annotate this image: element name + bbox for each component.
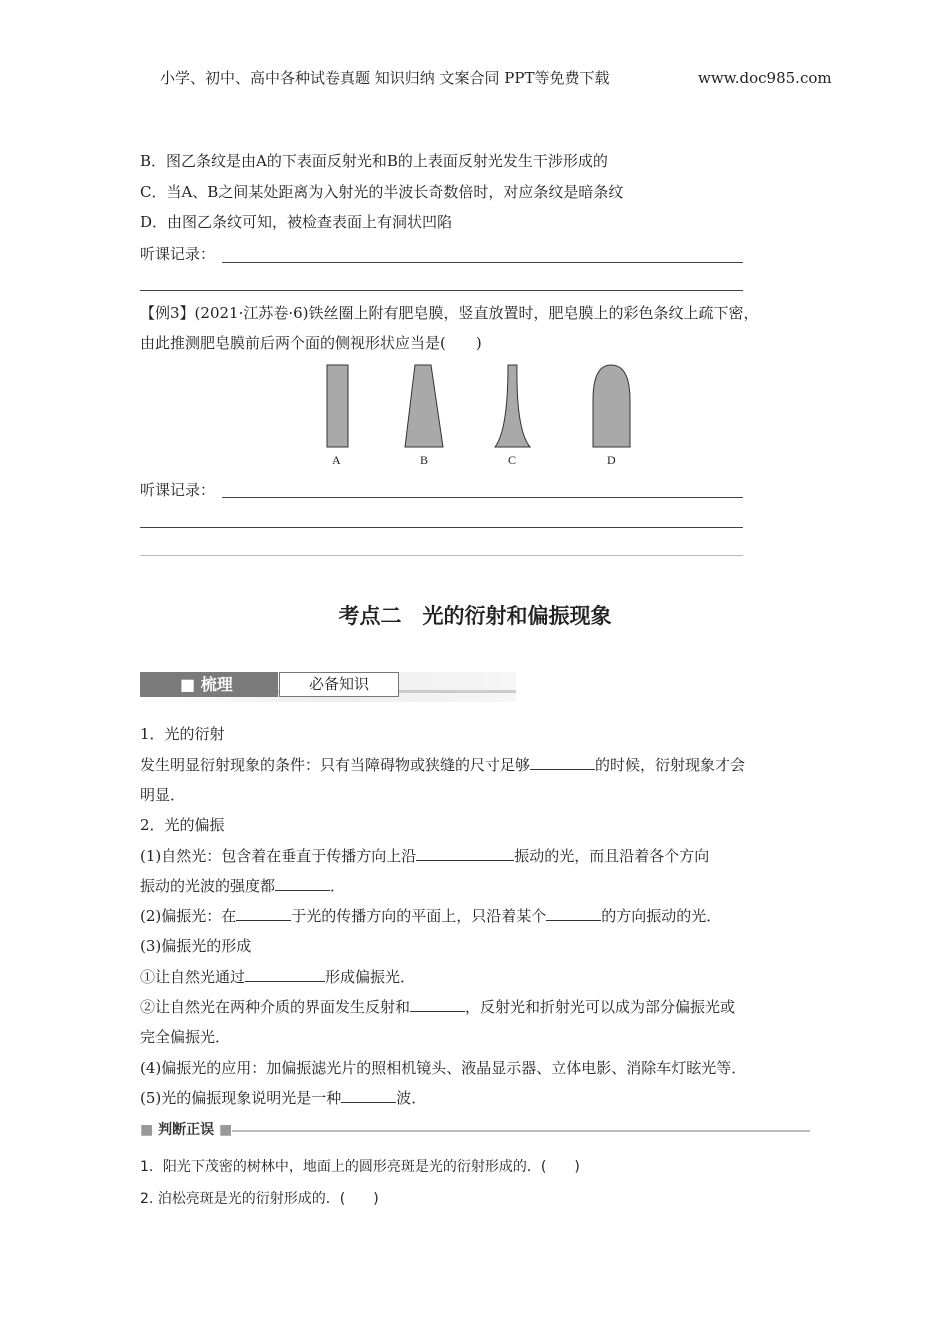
figure-label-c: C: [508, 453, 517, 467]
shape-b: [405, 365, 443, 447]
judge-item: 2. 泊松亮斑是光的衍射形成的．( ): [140, 1191, 379, 1207]
para-5: ①让自然光通过 形成偏振光．: [140, 968, 416, 986]
heading-polarization: 2．光的偏振: [140, 816, 225, 834]
shape-c: [495, 365, 530, 447]
judge-header: ■ 判断正误 ■: [140, 1122, 233, 1138]
para-2: (1)自然光：包含着在垂直于传播方向上沿 振动的光，而且沿着各个方向: [140, 847, 710, 865]
figure-label-b: B: [420, 453, 429, 467]
banner-right: 必备知识: [279, 672, 399, 697]
notes-line: [140, 555, 743, 556]
banner: [140, 672, 516, 702]
para-2-cont: 振动的光波的强度都 ．: [140, 877, 346, 895]
shape-d: [593, 365, 630, 447]
option-c: C．当A、B之间某处距离为入射光的半波长奇数倍时，对应条纹是暗条纹: [140, 183, 624, 201]
notes-label: 听课记录：: [140, 245, 216, 263]
para-1: 发生明显衍射现象的条件：只有当障碍物或狭缝的尺寸足够 的时候，衍射现象才会: [140, 756, 746, 774]
para-4: (3)偏振光的形成: [140, 937, 252, 955]
judge-rule: [232, 1130, 810, 1132]
heading-diffraction: 1．光的衍射: [140, 725, 225, 743]
section-title: 考点二 光的衍射和偏振现象: [338, 604, 612, 628]
notes-line: [222, 497, 743, 498]
judge-item: 1．阳光下茂密的树林中，地面上的圆形亮斑是光的衍射形成的．( ): [140, 1159, 580, 1175]
example-tag: 【例3】: [140, 304, 195, 322]
notes-label: 听课记录：: [140, 481, 216, 499]
figure-label-a: A: [332, 453, 341, 467]
para-8: (5)光的偏振现象说明光是一种 波．: [140, 1089, 427, 1107]
example3-line2: 由此推测肥皂膜前后两个面的侧视形状应当是( ): [140, 334, 482, 352]
para-7: (4)偏振光的应用：加偏振滤光片的照相机镜头、液晶显示器、立体电影、消除车灯眩光等．: [140, 1059, 747, 1077]
para-1-cont: 明显．: [140, 786, 186, 804]
figure-label-d: D: [607, 453, 616, 467]
soap-film-figure: [0, 0, 950, 460]
notes-line: [140, 527, 743, 528]
header-text: 小学、初中、高中各种试卷真题 知识归纳 文案合同 PPT等免费下载: [160, 69, 610, 87]
para-3: (2)偏振光：在 于光的传播方向的平面上，只沿着某个 的方向振动的光．: [140, 907, 722, 925]
para-6-cont: 完全偏振光．: [140, 1028, 231, 1046]
option-d: D．由图乙条纹可知，被检查表面上有洞状凹陷: [140, 213, 453, 231]
example-text: (2021·江苏卷·6)铁丝圈上附有肥皂膜，竖直放置时，肥皂膜上的彩色条纹上疏下密，: [194, 304, 759, 322]
banner-left: ■ 梳理: [140, 672, 278, 697]
option-b: B．图乙条纹是由A的下表面反射光和B的上表面反射光发生干涉形成的: [140, 152, 608, 170]
para-6: ②让自然光在两种介质的界面发生反射和 ，反射光和折射光可以成为部分偏振光或: [140, 998, 736, 1016]
shape-a: [327, 365, 348, 447]
header-url: www.doc985.com: [698, 69, 832, 87]
judge-title: 判断正误: [158, 1122, 215, 1138]
